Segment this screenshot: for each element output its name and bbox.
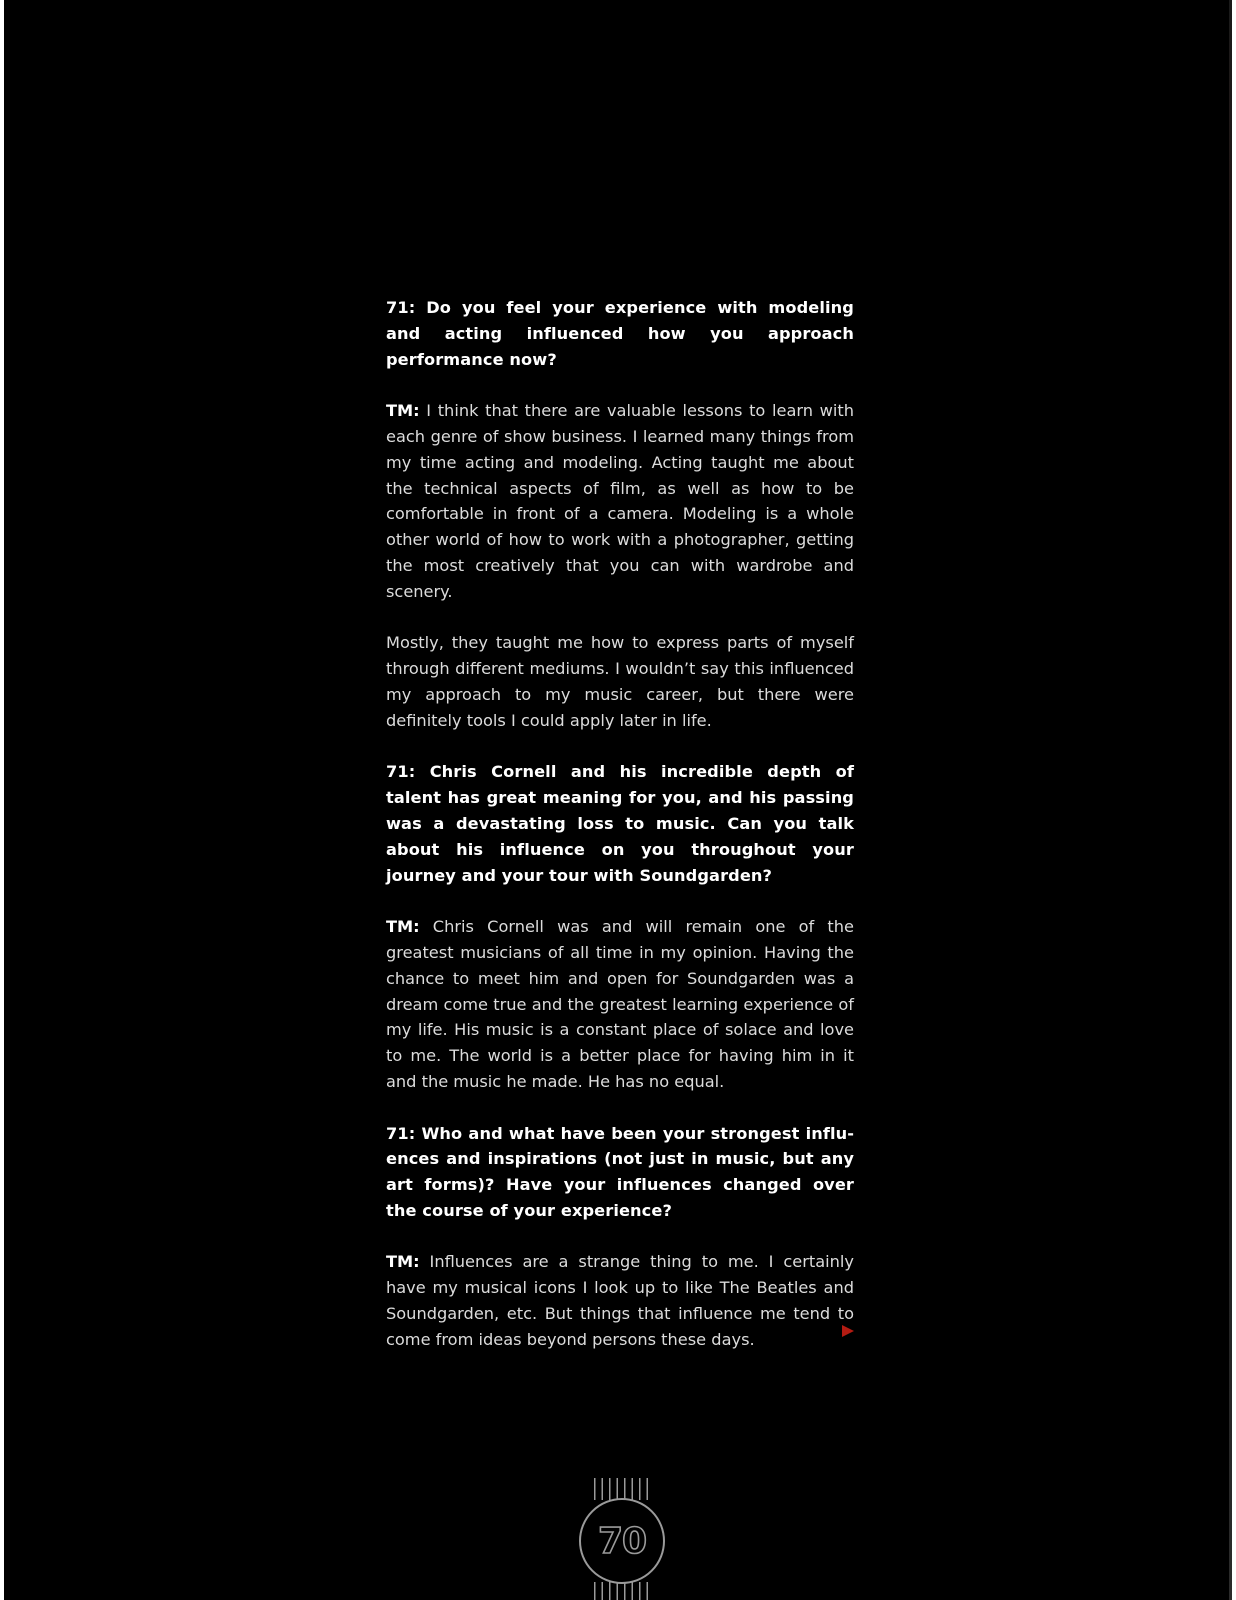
interview-answer: [386, 1249, 854, 1352]
page-folio: [574, 1478, 670, 1600]
interview-article: [386, 295, 854, 1378]
right-triangle-arrow-icon: [842, 1325, 854, 1337]
interview-answer: [386, 914, 854, 1095]
interview-answer: [386, 398, 854, 604]
speaker-label: TM:: [386, 917, 420, 937]
folio-lines-top: [594, 1478, 650, 1500]
folio-lines-bottom: [594, 1582, 650, 1600]
interview-question: 71: Chris Cornell and his incredible depth of talent has great meaning for you, and his passing was a devastating loss to music. Can you talk about his influence on you throughout your journey and your tour with Soundgarden?: [386, 762, 854, 885]
speaker-label: TM:: [386, 401, 420, 421]
answer-text: Mostly, they taught me how to express parts of myself through different mediums. I wouldn’t say this influenced my approach to my music career, but there were definitely tools I could apply later in life.: [386, 633, 854, 730]
page-edge: [1229, 0, 1232, 1600]
interview-question: 71: Do you feel your experience with modeling and acting influenced how you approach performance now?: [386, 298, 854, 369]
answer-text: Chris Cornell was and will remain one of the greatest musicians of all time in my opinion. Having the chance to meet him and open for Soundgarden was a dream come true and the greatest learning experience of my life. His music is a constant place of solace and love to me. The world is a better place for having him in it and the music he made. He has no equal.: [386, 917, 854, 1091]
interview-question: 71: Who and what have been your strongest influences and inspirations (not just in music, but any art forms)? Have your influences changed over the course of your experience?: [386, 1123, 854, 1220]
speaker-label: TM:: [386, 1252, 420, 1272]
answer-text: Influences are a strange thing to me. I certainly have my musical icons I look up to like The Beatles and Soundgarden, etc. But things that influence me tend to come from ideas beyond persons these days.: [386, 1252, 854, 1349]
magazine-page: [4, 0, 1232, 1600]
page-number-circle: [579, 1498, 665, 1584]
page-number: 70: [597, 1520, 647, 1562]
interview-answer: [386, 630, 854, 733]
answer-text: I think that there are valuable lessons to learn with each genre of show business. I learned many things from my time acting and modeling. Acting taught me about the technical aspects of film, as well as how to be comfortable in front of a camera. Modeling is a whole other world of how to work with a photographer, getting the most creatively that you can with wardrobe and scenery.: [386, 401, 854, 601]
